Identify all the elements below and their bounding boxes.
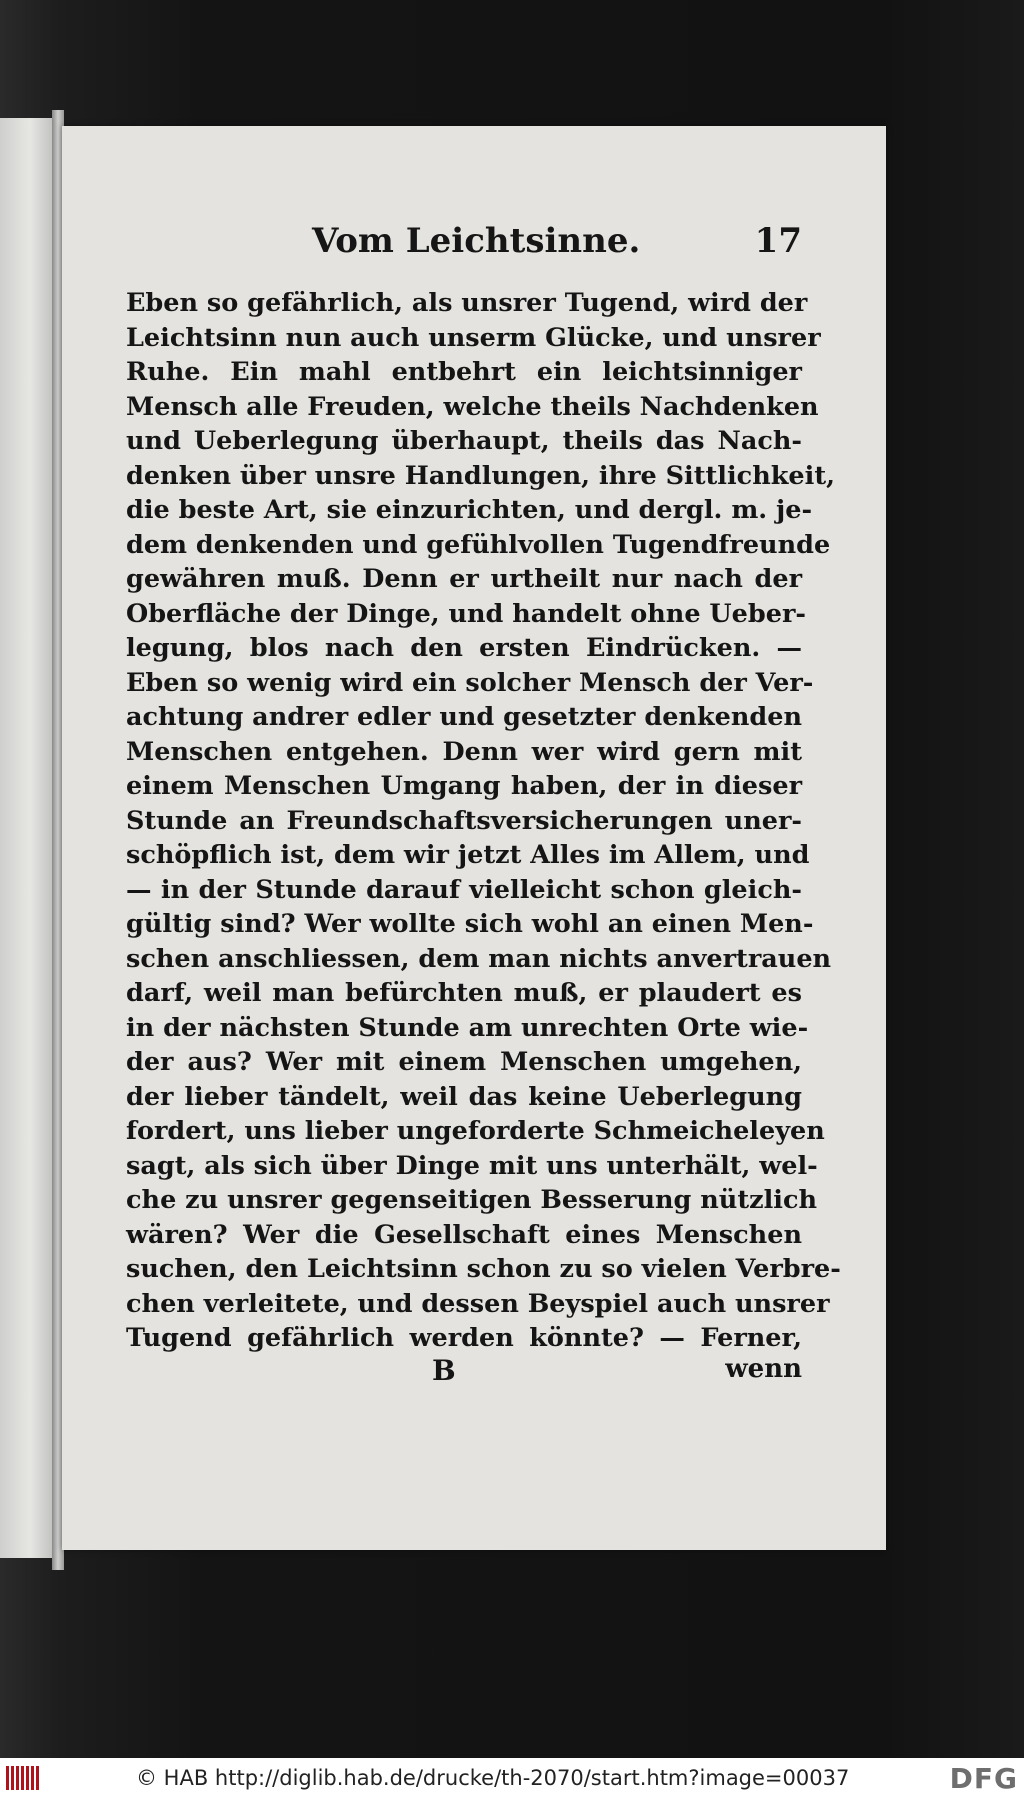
text-line: und Ueberlegung überhaupt, theils das Nach- [126, 426, 802, 456]
text-line: Oberfläche der Dinge, und handelt ohne Ueber- [126, 598, 806, 629]
text-line: denken über unsre Handlungen, ihre Sittlichkeit, [126, 460, 835, 491]
text-line: wären? Wer die Gesellschaft eines Menschen [126, 1219, 802, 1250]
text-line: achtung andrer edler und gesetzter denkenden [126, 702, 802, 732]
text-line: chen verleitete, und dessen Beyspiel auch unsrer [126, 1288, 830, 1319]
previous-page-edge [0, 118, 56, 1558]
text-line: — in der Stunde darauf vielleicht schon gleich- [126, 874, 802, 905]
book-page [62, 126, 886, 1550]
running-title: Vom Leichtsinne. [312, 221, 641, 261]
text-line: gewähren muß. Denn er urtheilt nur nach der [126, 564, 802, 594]
text-line: dem denkenden und gefühlvollen Tugendfreunde [126, 529, 831, 560]
signature-mark: B [432, 1354, 456, 1387]
text-line: Ruhe. Ein mahl entbehrt ein leichtsinniger [126, 357, 802, 387]
page-number: 17 [754, 221, 802, 261]
text-line: suchen, den Leichtsinn schon zu so vielen Verbre- [126, 1254, 841, 1284]
text-line: der lieber tändelt, weil das keine Ueberlegung [126, 1081, 802, 1112]
text-line: schöpflich ist, dem wir jetzt Alles im Allem, und [126, 840, 810, 870]
text-line: Eben so gefährlich, als unsrer Tugend, wird der [126, 288, 808, 318]
text-line: in der nächsten Stunde am unrechten Orte wie- [126, 1012, 809, 1043]
copyright-link[interactable]: © HAB http://diglib.hab.de/drucke/th-2070/start.htm?image=00037 [136, 1766, 850, 1790]
text-line: Tugend gefährlich werden könnte? — Ferner, [126, 1323, 802, 1353]
text-line: Stunde an Freundschaftsversicherungen uner- [126, 805, 802, 836]
dfg-logo: DFG [949, 1762, 1018, 1795]
running-head [312, 221, 802, 271]
text-line: schen anschliessen, dem man nichts anvertrauen [126, 943, 832, 974]
text-line: die beste Art, sie einzurichten, und dergl. m. je- [126, 495, 813, 525]
text-line: sagt, als sich über Dinge mit uns unterhält, wel- [126, 1150, 818, 1181]
text-line: gültig sind? Wer wollte sich wohl an einen Men- [126, 909, 814, 939]
text-line: che zu unsrer gegenseitigen Besserung nützlich [126, 1185, 818, 1215]
text-line: Eben so wenig wird ein solcher Mensch der Ver- [126, 667, 814, 698]
text-line: Leichtsinn nun auch unserm Glücke, und unsrer [126, 322, 821, 353]
catchword: wenn [725, 1354, 802, 1384]
text-line: Mensch alle Freuden, welche theils Nachdenken [126, 391, 819, 422]
text-line: darf, weil man befürchten muß, er plaudert es [126, 978, 802, 1008]
text-line: Menschen entgehen. Denn wer wird gern mit [126, 736, 802, 767]
text-line: fordert, uns lieber ungeforderte Schmeicheleyen [126, 1116, 825, 1146]
text-line: einem Menschen Umgang haben, der in dieser [126, 771, 802, 801]
text-line: der aus? Wer mit einem Menschen umgehen, [126, 1047, 802, 1077]
body-text [126, 286, 841, 1356]
hab-logo-icon [6, 1766, 46, 1790]
text-line: legung, blos nach den ersten Eindrücken. — [126, 633, 802, 663]
footer-bar [0, 1758, 1024, 1798]
